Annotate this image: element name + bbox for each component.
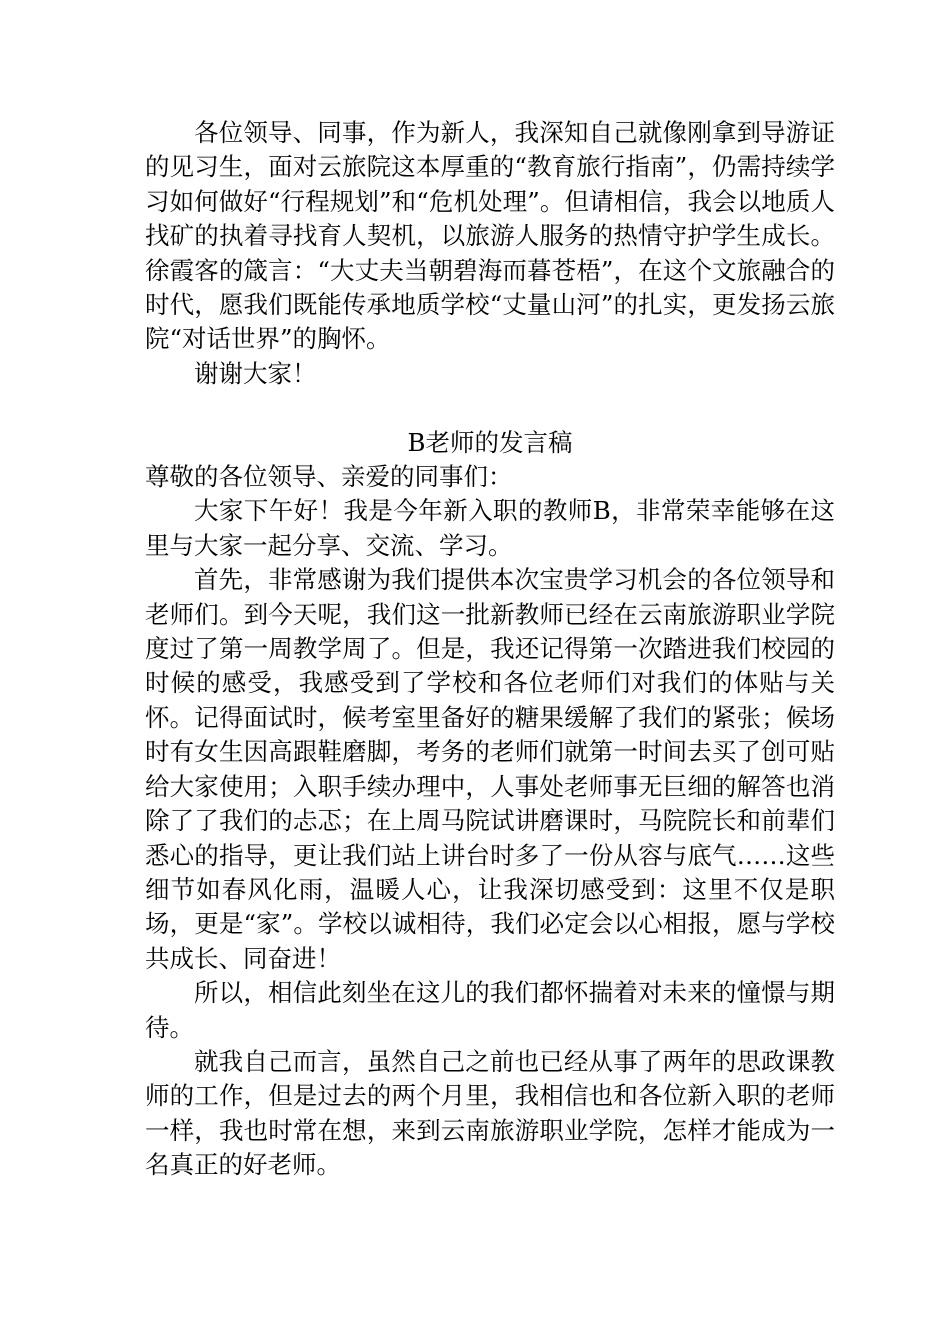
salutation: 尊敬的各位领导、亲爱的同事们： bbox=[145, 462, 513, 492]
expectation-paragraph: 所以，相信此刻坐在这儿的我们都怀揣着对未来的憧憬与期待。 bbox=[145, 978, 835, 1042]
reflection-paragraph: 就我自己而言，虽然自己之前也已经从事了两年的思政课教师的工作，但是过去的两个月里，我相信也和各位新入职的老师一样，我也时常在想，来到云南旅游职业学院，怎样才能成为一名真正的好老师。 bbox=[145, 1046, 835, 1180]
closing-paragraph: 各位领导、同事，作为新人，我深知自己就像刚拿到导游证的见习生，面对云旅院这本厚重的“教育旅行指南”，仍需持续学习如何做好“行程规划”和“危机处理”。但请相信，我会以地质人找矿的执着寻找育人契机，以旅游人服务的热情守护学生成长。徐霞客的箴言：“大丈夫当朝碧海而暮苍梧”，在这个文旅融合的时代，愿我们既能传承地质学校“丈量山河”的扎实，更发扬云旅院“对话世界”的胸怀。 bbox=[145, 118, 835, 354]
greeting-paragraph: 大家下午好！我是今年新入职的教师B，非常荣幸能够在这里与大家一起分享、交流、学习。 bbox=[145, 496, 835, 560]
gratitude-paragraph: 首先，非常感谢为我们提供本次宝贵学习机会的各位领导和老师们。到今天呢，我们这一批新教师已经在云南旅游职业学院度过了第一周教学周了。但是，我还记得第一次踏进我们校园的时候的感受，我感受到了学校和各位老师们对我们的体贴与关怀。记得面试时，候考室里备好的糖果缓解了我们的紧张；候场时有女生因高跟鞋磨脚，考务的老师们就第一时间去买了创可贴给大家使用；入职手续办理中，人事处老师事无巨细的解答也消除了了我们的忐忑；在上周马院试讲磨课时，马院院长和前辈们悉心的指导，更让我们站上讲台时多了一份从容与底气……这些细节如春风化雨，温暖人心，让我深切感受到：这里不仅是职场，更是“家”。学校以诚相待，我们必定会以心相报，愿与学校共成长、同奋进！ bbox=[145, 565, 835, 973]
document-body bbox=[145, 116, 835, 1183]
thanks-line: 谢谢大家！ bbox=[194, 358, 317, 388]
blank-line bbox=[145, 391, 835, 425]
speech-title: B老师的发言稿 bbox=[407, 427, 573, 457]
